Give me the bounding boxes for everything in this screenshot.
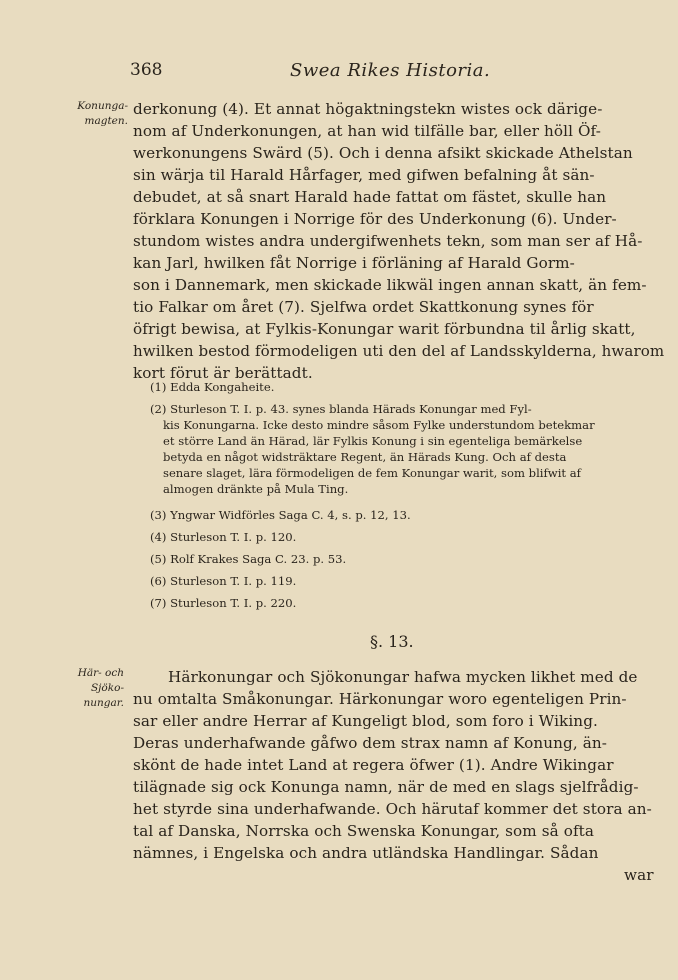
- text-line: Deras underhafwande gåfwo dem strax namn af Konung, än-: [133, 734, 607, 752]
- margin-note-line: Sjöko-: [90, 682, 124, 694]
- text-line: Härkonungar och Sjökonungar hafwa mycken likhet med de: [168, 668, 638, 686]
- margin-note-konungamagten: [62, 99, 128, 129]
- text-line: tal af Danska, Norrska och Swenska Konungar, som så ofta: [133, 822, 595, 840]
- margin-note-line: magten.: [84, 115, 128, 127]
- text-line: het styrde sina underhafwande. Och härutaf kommer det stora an-: [133, 800, 652, 818]
- text-line: debudet, at så snart Harald hade fattat om fästet, skulle han: [133, 188, 607, 206]
- footnote-4: (4) Sturleson T. I. p. 120.: [150, 530, 297, 544]
- footnote-2-line: senare slaget, lära förmodeligen de fem Konungar warit, som blifwit af: [163, 466, 581, 480]
- section-heading: §. 13.: [370, 632, 414, 651]
- footnote-2-line: et större Land än Härad, lär Fylkis Konung i sin egenteliga bemärkelse: [163, 434, 583, 448]
- text-line: kan Jarl, hwilken fåt Norrige i förläning af Harald Gorm-: [133, 254, 575, 272]
- text-line: nu omtalta Småkonungar. Härkonungar woro egenteligen Prin-: [133, 690, 627, 708]
- footnote-2-line: betyda en något widsträktare Regent, än Härads Kung. Och af desta: [163, 450, 567, 464]
- footnote-1: (1) Edda Kongaheite.: [150, 380, 275, 394]
- text-line: nämnes, i Engelska och andra utländska Handlingar. Sådan: [133, 844, 599, 862]
- text-line: tio Falkar om året (7). Sjelfwa ordet Skattkonung synes för: [133, 298, 594, 316]
- text-line: werkonungens Swärd (5). Och i denna afsikt skickade Athelstan: [133, 144, 633, 162]
- page-number: 368: [130, 60, 163, 80]
- text-line: skönt de hade intet Land at regera öfwer (1). Andre Wikingar: [133, 756, 614, 774]
- catchword: war: [624, 866, 654, 884]
- text-line: tilägnade sig ock Konunga namn, när de med en slags sjelfrådig-: [133, 778, 639, 796]
- footnote-5: (5) Rolf Krakes Saga C. 23. p. 53.: [150, 552, 347, 566]
- footnote-3: (3) Yngwar Widförles Saga C. 4, s. p. 12, 13.: [150, 508, 411, 522]
- text-line: son i Dannemark, men skickade likwäl ingen annan skatt, än fem-: [133, 276, 647, 294]
- text-line: hwilken bestod förmodeligen uti den del af Landsskylderna, hwarom: [133, 342, 665, 360]
- running-title: Swea Rikes Historia.: [290, 60, 491, 81]
- text-line: nom af Underkonungen, at han wid tilfälle bar, eller höll Öf-: [133, 122, 601, 140]
- text-line: derkonung (4). Et annat högaktningstekn wistes ock därige-: [133, 100, 603, 118]
- text-line: kort förut är berättadt.: [133, 364, 313, 382]
- text-line: förklara Konungen i Norrige för des Underkonung (6). Under-: [133, 210, 617, 228]
- text-line: öfrigt bewisa, at Fylkis-Konungar warit förbundna til årlig skatt,: [133, 320, 636, 338]
- text-line: stundom wistes andra undergifwenhets tekn, som man ser af Hå-: [133, 232, 643, 250]
- margin-note-line: Konunga-: [77, 100, 128, 112]
- footnote-2: (2) Sturleson T. I. p. 43. synes blanda Härads Konungar med Fyl-: [150, 402, 532, 416]
- footnote-2-line: kis Konungarna. Icke desto mindre såsom Fylke understundom betekmar: [163, 418, 595, 432]
- footnote-6: (6) Sturleson T. I. p. 119.: [150, 574, 297, 588]
- running-header: [0, 60, 678, 88]
- margin-note-harkonungar: [58, 666, 124, 711]
- text-line: sar eller andre Herrar af Kungeligt blod, som foro i Wiking.: [133, 712, 598, 730]
- text-line: sin wärja til Harald Hårfager, med gifwen befalning åt sän-: [133, 166, 595, 184]
- margin-note-line: Här- och: [77, 667, 124, 679]
- margin-note-line: nungar.: [83, 697, 124, 709]
- footnote-7: (7) Sturleson T. I. p. 220.: [150, 596, 297, 610]
- footnote-2-line: almogen dränkte på Mula Ting.: [163, 482, 349, 496]
